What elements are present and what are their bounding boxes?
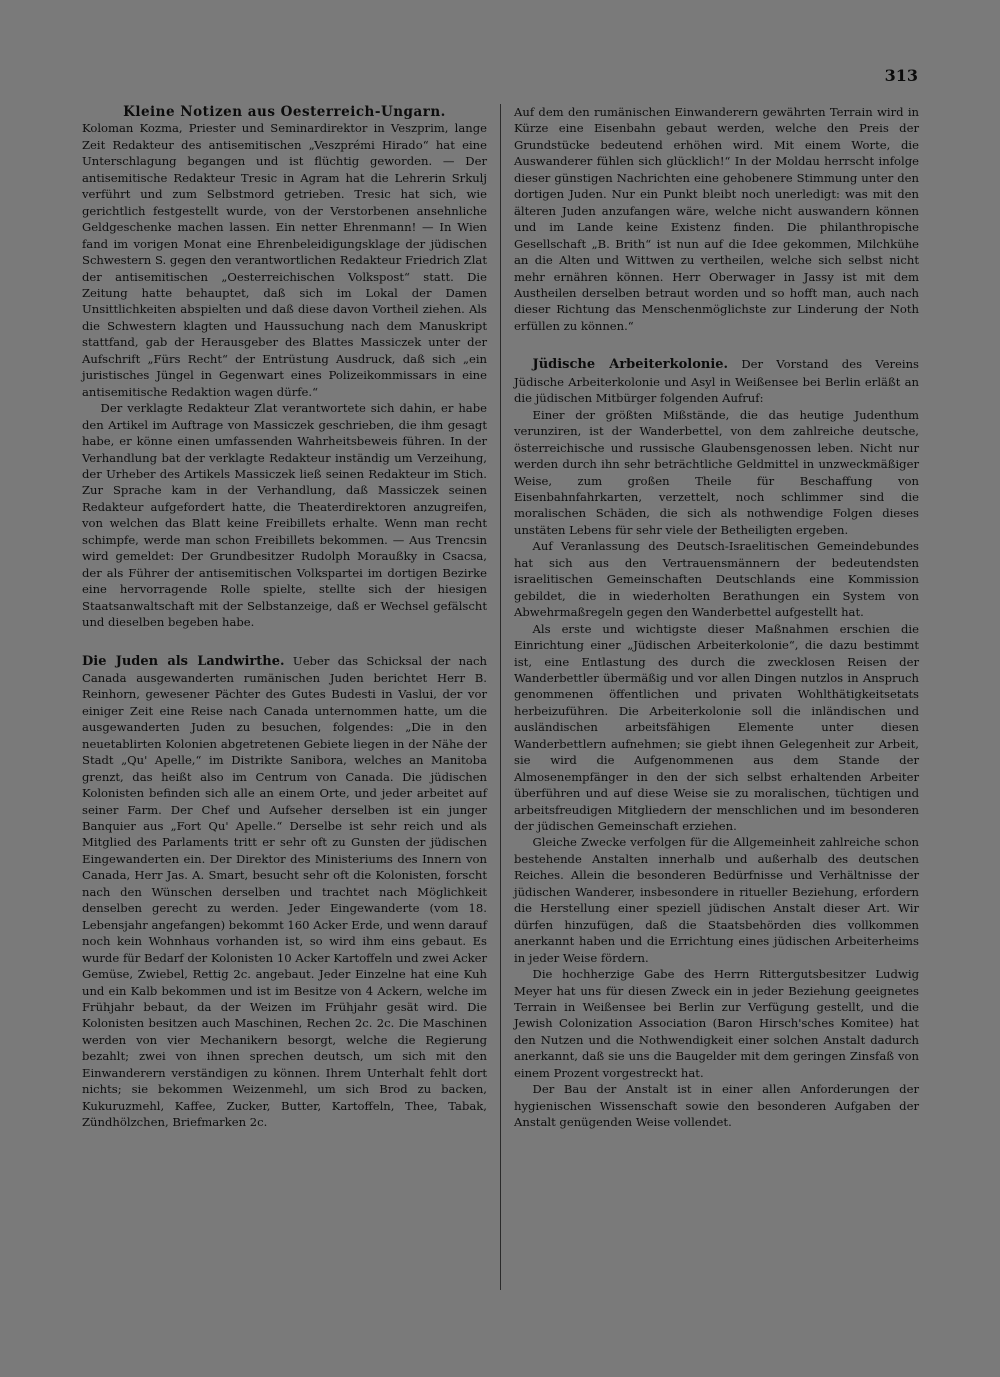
paragraph-text: Der Vorstand des Vereins Jüdische Arbeiterkolonie und Asyl in Weißensee bei Berlin erläßt an die jüdischen Mitbürger folgenden Aufruf:	[514, 357, 919, 406]
paragraph: Als erste und wichtigste dieser Maßnahmen erschien die Einrichtung einer „Jüdischen Arbeiterkolonie“, die dazu bestimmt ist, eine Entlastung des durch die zwecklosen Reisen der Wanderbettler übermäßig und vor allen Dingen nutzlos in Anspruch genommenen öffentlichen und privaten Wohlthätigkeitsetats herbeizuführen. Die Arbeiterkolonie soll die inländischen und ausländischen arbeitsfähigen Elemente unter diesen Wanderbettlern aufnehmen; sie giebt ihnen Gelegenheit zur Arbeit, sie wird die Aufgenommenen aus dem Stande der Almosenempfänger in den der sich selbst erhaltenden Arbeiter überführen und auf diese Weise sie zu moralischen, tüchtigen und arbeitsfreudigen Mitgliedern der menschlichen und im besonderen der jüdischen Gemeinschaft erziehen.	[514, 621, 919, 834]
paragraph: Auf Veranlassung des Deutsch-Israelitischen Gemeindebundes hat sich aus den Vertrauensmännern der bedeutendsten israelitischen Gemeinschaften Deutschlands eine Kommission gebildet, die in wiederholten Berathungen ein System von Abwehrmaßregeln gegen den Wanderbettel aufgestellt hat.	[514, 539, 919, 620]
paragraph: Koloman Kozma, Priester und Seminardirektor in Veszprim, lange Zeit Redakteur des antisemitischen „Veszprémi Hirado“ hat eine Unterschlagung begangen und ist flüchtig geworden. — Der antisemitische Redakteur Tresic in Agram hat die Lehrerin Srkulj verführt und zum Selbstmord getrieben. Tresic hat sich, wie gerichtlich festgestellt wurde, von der Verstorbenen ansehnliche Geldgeschenke machen lassen. Ein netter Ehrenmann! — In Wien fand im vorigen Monat eine Ehrenbeleidigungsklage der jüdischen Schwestern S. gegen den verantwortlichen Redakteur Friedrich Zlat der antisemitischen „Oesterreichischen Volkspost“ statt. Die Zeitung hatte behauptet, daß sich im Lokal der Damen Unsittlichkeiten abspielten und daß diese davon Vortheil ziehen. Als die Schwestern klagten und Haussuchung nach dem Manuskript stattfand, gab der Herausgeber des Blattes Massiczek unter der Aufschrift „Fürs Recht“ der Entrüstung Ausdruck, daß sich „ein juristisches Jüngel in Gegenwart eines Polizeikommissars in eine antisemitische Redaktion wagen dürfe.“	[82, 121, 487, 399]
paragraph: Einer der größten Mißstände, die das heutige Judenthum verunziren, ist der Wanderbettel, von dem zahlreiche deutsche, österreichische und russische Glaubensgenossen leben. Nicht nur werden durch ihn sehr beträchtliche Geldmittel in unzweckmäßiger Weise, zum großen Theile für Beschaffung von Eisenbahnfahrkarten, verzettelt, noch schlimmer sind die moralischen Schäden, die sich als nothwendige Folgen dieses unstäten Lebens für sehr viele der Betheiligten ergeben.	[514, 407, 919, 537]
page-number: 313	[884, 66, 918, 85]
right-column	[514, 104, 919, 1131]
paragraph	[514, 356, 919, 406]
paragraph: Auf dem den rumänischen Einwanderern gewährten Terrain wird in Kürze eine Eisenbahn gebaut werden, welche den Preis der Grundstücke bedeutend erhöhen wird. Mit einem Worte, die Auswanderer fühlen sich glücklich!“ In der Moldau herrscht infolge dieser günstigen Nachrichten eine gehobenere Stimmung unter den dortigen Juden. Nur ein Punkt bleibt noch unerledigt: was mit den älteren Juden anzufangen wäre, welche nicht auswandern können und im Lande keine Existenz finden. Die philanthropische Gesellschaft „B. Brith“ ist nun auf die Idee gekommen, Milchkühe an die Alten und Wittwen zu vertheilen, welche sich selbst nicht mehr ernähren können. Herr Oberwager in Jassy ist mit dem Austheilen derselben betraut worden und so hofft man, auch nach dieser Richtung das Menschenmöglichste zur Linderung der Noth erfüllen zu können.“	[514, 105, 919, 333]
paragraph	[82, 653, 487, 1131]
paragraph-text: Ueber das Schicksal der nach Canada ausgewanderten rumänischen Juden berichtet Herr B. Reinhorn, gewesener Pächter des Gutes Budesti in Vaslui, der vor einiger Zeit eine Reise nach Canada unternommen hatte, um die ausgewanderten Juden zu besuchen, folgendes: „Die in den neuetablirten Kolonien abgetretenen Gebiete liegen in der Nähe der Stadt „Qu' Apelle,“ im Distrikte Sanibora, welches an Manitoba grenzt, das heißt also im Centrum von Canada. Die jüdischen Kolonisten befinden sich alle an einem Orte, und jeder arbeitet auf seiner Farm. Der Chef und Aufseher derselben ist ein junger Banquier aus „Fort Qu' Apelle.“ Derselbe ist sehr reich und als Mitglied des Parlaments tritt er sehr oft zu Gunsten der jüdischen Eingewanderten ein. Der Direktor des Ministeriums des Innern von Canada, Herr Jas. A. Smart, besucht sehr oft die Kolonisten, forscht nach den Wünschen derselben und trachtet nach Möglichkeit denselben gerecht zu werden. Jeder Eingewanderte (vom 18. Lebensjahr angefangen) bekommt 160 Acker Erde, und wenn darauf noch kein Wohnhaus vorhanden ist, so wird ihm eins gebaut. Es wurde für Bedarf der Kolonisten 10 Acker Kartoffeln und zwei Acker Gemüse, Zwiebel, Rettig 2c. angebaut. Jeder Einzelne hat eine Kuh und ein Kalb bekommen und ist im Besitze von 4 Ackern, welche im Frühjahr bebaut, da der Weizen im Frühjahr gesät wird. Die Kolonisten besitzen auch Maschinen, Rechen 2c. 2c. Die Maschinen werden von vier Mechanikern besorgt, welche die Regierung bezahlt; zwei von ihnen sprechen deutsch, um sich mit den Einwanderern verständigen zu können. Ihrem Unterhalt fehlt dort nichts; sie bekommen Weizenmehl, um sich Brod zu backen, Kukuruzmehl, Kaffee, Zucker, Butter, Kartoffeln, Thee, Tabak, Zündhölzchen, Briefmarken 2c.	[82, 653, 487, 1130]
column-divider	[500, 104, 501, 1290]
section-heading-arbeiterkolonie: Jüdische Arbeiterkolonie.	[532, 357, 729, 373]
section-heading-notizen: Kleine Notizen aus Oesterreich-Ungarn.	[123, 104, 446, 120]
section-heading-landwirthe: Die Juden als Landwirthe.	[82, 653, 285, 669]
paragraph: Die hochherzige Gabe des Herrn Rittergutsbesitzer Ludwig Meyer hat uns für diesen Zweck ein in jeder Beziehung geeignetes Terrain in Weißensee bei Berlin zur Verfügung gestellt, und die Jewish Colonization Association (Baron Hirsch'sches Komitee) hat den Nutzen und die Nothwendigkeit einer solchen Anstalt dadurch anerkannt, daß sie uns die Baugelder mit dem geringen Zinsfaß von einem Prozent vorgestreckt hat.	[514, 967, 919, 1080]
paragraph: Der Bau der Anstalt ist in einer allen Anforderungen der hygienischen Wissenschaft sowie den besonderen Aufgaben der Anstalt genügenden Weise vollendet.	[514, 1082, 919, 1130]
left-column	[82, 104, 487, 1131]
paragraph: Der verklagte Redakteur Zlat verantwortete sich dahin, er habe den Artikel im Auftrage von Massiczek geschrieben, die ihm gesagt habe, er könne einen umfassenden Wahrheitsbeweis führen. In der Verhandlung bat der verklagte Redakteur inständig um Verzeihung, der Urheber des Artikels Massiczek ließ seinen Redakteur im Stich. Zur Sprache kam in der Verhandlung, daß Massiczek seinen Redakteur aufgefordert hatte, die Theaterdirektoren anzugreifen, von welchen das Blatt keine Freibillets erhalte. Wenn man recht schimpfe, werde man schon Freibillets bekommen. — Aus Trencsin wird gemeldet: Der Grundbesitzer Rudolph Moraußky in Csacsa, der als Führer der antisemitischen Volkspartei im dortigen Bezirke eine hervorragende Rolle spielte, stellte sich der hiesigen Staatsanwaltschaft mit der Selbstanzeige, daß er Wechsel gefälscht und dieselben begeben habe.	[82, 401, 487, 630]
paragraph: Gleiche Zwecke verfolgen für die Allgemeinheit zahlreiche schon bestehende Anstalten innerhalb und außerhalb des deutschen Reiches. Allein die besonderen Bedürfnisse und Verhältnisse der jüdischen Wanderer, insbesondere in ritueller Beziehung, erfordern die Herstellung einer speziell jüdischen Anstalt dieser Art. Wir dürfen hinzufügen, daß die Staatsbehörden dies vollkommen anerkannt haben und die Errichtung eines jüdischen Arbeiterheims in jeder Weise fördern.	[514, 835, 919, 965]
